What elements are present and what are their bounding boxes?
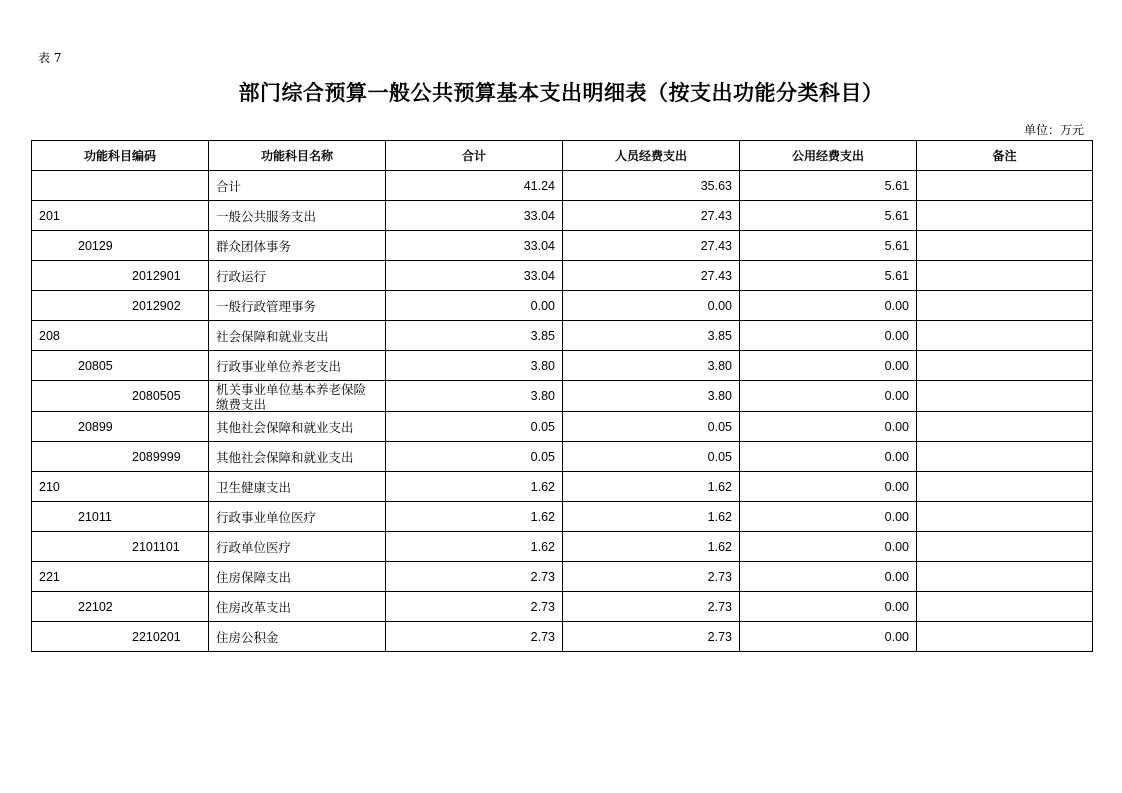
cell-total: 1.62 <box>386 472 563 502</box>
cell-public: 0.00 <box>740 321 917 351</box>
cell-code: 20805 <box>32 351 209 381</box>
table-row <box>32 171 1093 201</box>
cell-personnel: 2.73 <box>563 622 740 652</box>
cell-total: 3.80 <box>386 381 563 412</box>
column-header-note: 备注 <box>917 141 1093 171</box>
budget-table <box>31 140 1093 652</box>
cell-public: 0.00 <box>740 412 917 442</box>
cell-name: 住房保障支出 <box>209 562 386 592</box>
cell-personnel: 0.05 <box>563 412 740 442</box>
cell-personnel: 1.62 <box>563 472 740 502</box>
cell-personnel: 3.85 <box>563 321 740 351</box>
cell-code: 2210201 <box>32 622 209 652</box>
cell-total: 0.05 <box>386 442 563 472</box>
cell-note <box>917 622 1093 652</box>
cell-note <box>917 532 1093 562</box>
cell-public: 5.61 <box>740 201 917 231</box>
table-row <box>32 622 1093 652</box>
cell-code: 2101101 <box>32 532 209 562</box>
table-row <box>32 201 1093 231</box>
table-row <box>32 562 1093 592</box>
cell-personnel: 27.43 <box>563 261 740 291</box>
page-title: 部门综合预算一般公共预算基本支出明细表（按支出功能分类科目） <box>238 81 884 105</box>
cell-code: 2012901 <box>32 261 209 291</box>
cell-public: 0.00 <box>740 532 917 562</box>
cell-personnel: 0.00 <box>563 291 740 321</box>
cell-personnel: 1.62 <box>563 532 740 562</box>
cell-note <box>917 261 1093 291</box>
cell-personnel: 35.63 <box>563 171 740 201</box>
cell-code: 20129 <box>32 231 209 261</box>
cell-note <box>917 592 1093 622</box>
cell-name: 住房公积金 <box>209 622 386 652</box>
cell-name: 群众团体事务 <box>209 231 386 261</box>
cell-note <box>917 231 1093 261</box>
cell-total: 2.73 <box>386 562 563 592</box>
cell-personnel: 1.62 <box>563 502 740 532</box>
cell-public: 0.00 <box>740 381 917 412</box>
cell-note <box>917 562 1093 592</box>
table-row <box>32 412 1093 442</box>
cell-public: 0.00 <box>740 502 917 532</box>
unit-label: 单位：万元 <box>1023 123 1084 137</box>
cell-name: 其他社会保障和就业支出 <box>209 412 386 442</box>
cell-note <box>917 171 1093 201</box>
cell-code: 201 <box>32 201 209 231</box>
cell-note <box>917 381 1093 412</box>
table-number: 表 7 <box>38 51 62 65</box>
column-header-code: 功能科目编码 <box>32 141 209 171</box>
cell-public: 0.00 <box>740 291 917 321</box>
cell-personnel: 27.43 <box>563 201 740 231</box>
cell-note <box>917 201 1093 231</box>
cell-total: 1.62 <box>386 532 563 562</box>
column-header-total: 合计 <box>386 141 563 171</box>
cell-public: 5.61 <box>740 231 917 261</box>
cell-code: 21011 <box>32 502 209 532</box>
cell-name: 卫生健康支出 <box>209 472 386 502</box>
cell-personnel: 3.80 <box>563 351 740 381</box>
table-row <box>32 351 1093 381</box>
cell-total: 1.62 <box>386 502 563 532</box>
cell-code: 208 <box>32 321 209 351</box>
cell-code: 221 <box>32 562 209 592</box>
table-row <box>32 231 1093 261</box>
cell-total: 2.73 <box>386 622 563 652</box>
cell-public: 0.00 <box>740 622 917 652</box>
column-header-personnel: 人员经费支出 <box>563 141 740 171</box>
cell-personnel: 27.43 <box>563 231 740 261</box>
table-header-row <box>32 141 1093 171</box>
cell-name: 机关事业单位基本养老保险缴费支出 <box>209 381 386 412</box>
cell-code: 22102 <box>32 592 209 622</box>
cell-personnel: 2.73 <box>563 562 740 592</box>
table-row <box>32 261 1093 291</box>
table-row <box>32 532 1093 562</box>
cell-code: 210 <box>32 472 209 502</box>
cell-name: 住房改革支出 <box>209 592 386 622</box>
cell-public: 0.00 <box>740 562 917 592</box>
cell-total: 2.73 <box>386 592 563 622</box>
column-header-public: 公用经费支出 <box>740 141 917 171</box>
cell-note <box>917 502 1093 532</box>
cell-code: 2012902 <box>32 291 209 321</box>
cell-code: 2089999 <box>32 442 209 472</box>
cell-total: 33.04 <box>386 231 563 261</box>
cell-total: 3.80 <box>386 351 563 381</box>
table-row <box>32 291 1093 321</box>
table-row <box>32 502 1093 532</box>
cell-name: 行政事业单位医疗 <box>209 502 386 532</box>
table-body <box>32 171 1093 652</box>
cell-name: 行政事业单位养老支出 <box>209 351 386 381</box>
cell-name: 社会保障和就业支出 <box>209 321 386 351</box>
cell-code: 2080505 <box>32 381 209 412</box>
cell-note <box>917 442 1093 472</box>
cell-public: 0.00 <box>740 472 917 502</box>
cell-total: 3.85 <box>386 321 563 351</box>
cell-name: 行政单位医疗 <box>209 532 386 562</box>
cell-note <box>917 321 1093 351</box>
cell-code <box>32 171 209 201</box>
cell-total: 0.05 <box>386 412 563 442</box>
cell-name: 一般公共服务支出 <box>209 201 386 231</box>
cell-note <box>917 351 1093 381</box>
cell-personnel: 0.05 <box>563 442 740 472</box>
cell-note <box>917 412 1093 442</box>
table-row <box>32 442 1093 472</box>
cell-public: 5.61 <box>740 261 917 291</box>
cell-public: 5.61 <box>740 171 917 201</box>
column-header-name: 功能科目名称 <box>209 141 386 171</box>
table-row <box>32 592 1093 622</box>
cell-total: 0.00 <box>386 291 563 321</box>
cell-note <box>917 291 1093 321</box>
cell-name: 一般行政管理事务 <box>209 291 386 321</box>
cell-personnel: 3.80 <box>563 381 740 412</box>
cell-public: 0.00 <box>740 351 917 381</box>
cell-name: 合计 <box>209 171 386 201</box>
cell-code: 20899 <box>32 412 209 442</box>
table-row <box>32 472 1093 502</box>
cell-note <box>917 472 1093 502</box>
table-row <box>32 321 1093 351</box>
cell-total: 41.24 <box>386 171 563 201</box>
cell-public: 0.00 <box>740 442 917 472</box>
cell-name: 行政运行 <box>209 261 386 291</box>
cell-name: 其他社会保障和就业支出 <box>209 442 386 472</box>
cell-personnel: 2.73 <box>563 592 740 622</box>
cell-public: 0.00 <box>740 592 917 622</box>
table-row <box>32 381 1093 412</box>
cell-total: 33.04 <box>386 201 563 231</box>
cell-total: 33.04 <box>386 261 563 291</box>
